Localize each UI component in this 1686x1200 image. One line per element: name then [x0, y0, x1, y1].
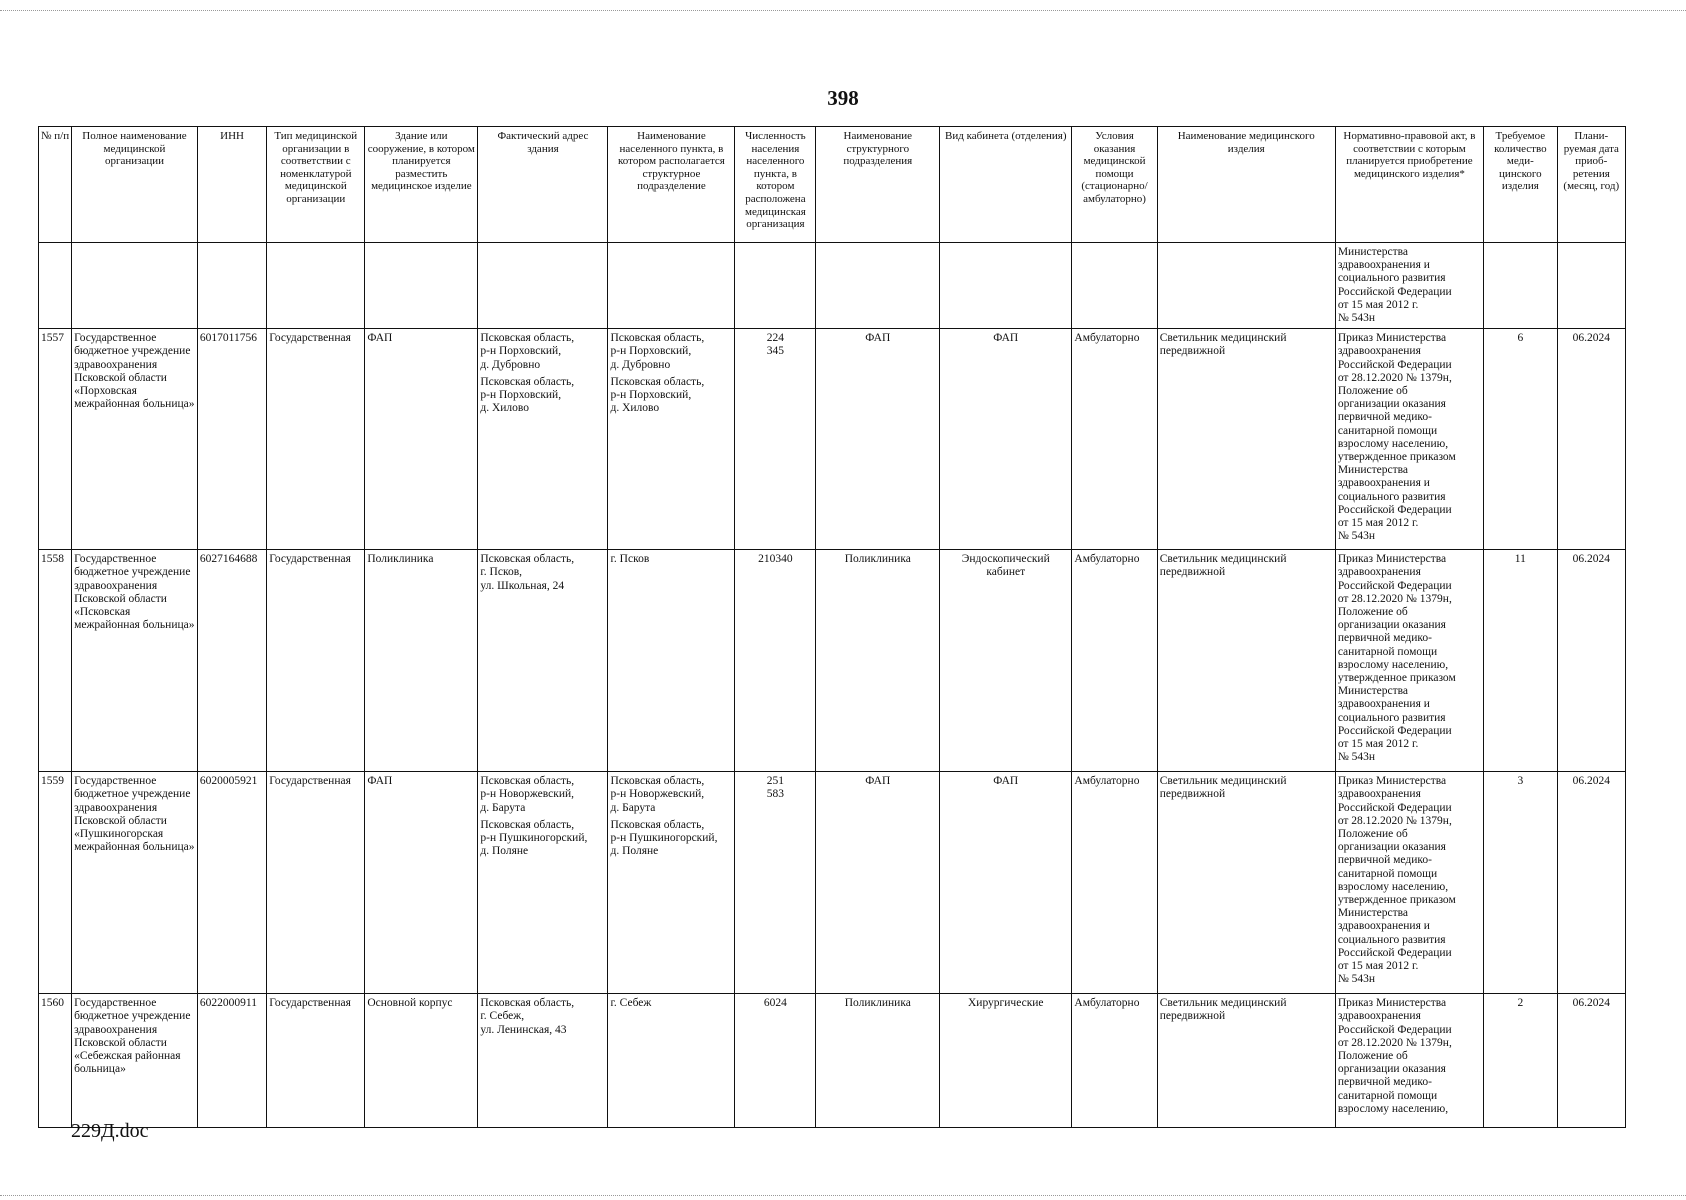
header-cell: Тип медицинской организации в соответствии с номенклатурой медицинской организации	[267, 127, 365, 243]
device-cell: Светильник медицинский передвижной	[1157, 772, 1335, 994]
address-cell	[478, 994, 608, 1128]
date-cell: 06.2024	[1557, 329, 1625, 550]
header-cell: Фактический адрес здания	[478, 127, 608, 243]
address-line: Псковская область, р-н Порховский, д. Хилово	[480, 375, 575, 415]
organization-cell: Государственное бюджетное учреждение здравоохранения Псковской области «Себежская районная больница»	[72, 994, 198, 1128]
org-type-cell: Государственная	[267, 772, 365, 994]
building-cell: Основной корпус	[365, 994, 478, 1128]
header-cell: Наименование медицинского изделия	[1157, 127, 1335, 243]
inn-cell: 6020005921	[197, 772, 266, 994]
empty-cell	[365, 243, 478, 329]
locality-line: г. Псков	[610, 553, 650, 566]
empty-cell	[1484, 243, 1558, 329]
population-cell	[735, 550, 816, 772]
building-cell: Поликлиника	[365, 550, 478, 772]
inn-cell: 6027164688	[197, 550, 266, 772]
cabinet-cell: ФАП	[940, 329, 1072, 550]
locality-line: Псковская область, р-н Новоржевский, д. Барута	[610, 775, 705, 814]
address-line: Псковская область, р-н Пушкиногорский, д. Поляне	[480, 818, 588, 858]
empty-cell	[1072, 243, 1157, 329]
device-cell: Светильник медицинский передвижной	[1157, 329, 1335, 550]
empty-cell	[816, 243, 940, 329]
table-row	[39, 772, 1626, 994]
legal-act-cell: Приказ Министерства здравоохранения Российской Федерации от 28.12.2020 № 1379н, Положение об организации оказания первичной медико- санитарной помощи взрослому населению, утвержденное приказом Министерства здравоохранения и социального развития Российской Федерации от 15 мая 2012 г. № 543н	[1335, 329, 1483, 550]
conditions-cell: Амбулаторно	[1072, 772, 1157, 994]
header-cell: Плани-руемая дата приоб-ретения (месяц, год)	[1557, 127, 1625, 243]
date-cell: 06.2024	[1557, 550, 1625, 772]
building-cell: ФАП	[365, 329, 478, 550]
row-number-cell: 1558	[39, 550, 72, 772]
empty-cell	[608, 243, 735, 329]
header-cell: Нормативно-правовой акт, в соответствии с которым планируется приобретение медицинского изделия*	[1335, 127, 1483, 243]
quantity-cell: 3	[1484, 772, 1558, 994]
address-cell	[478, 329, 608, 550]
population-value: 583	[766, 788, 785, 801]
address-line: Псковская область, г. Себеж, ул. Ленинская, 43	[480, 997, 575, 1036]
row-number-cell: 1559	[39, 772, 72, 994]
locality-line: Псковская область, р-н Порховский, д. Хилово	[610, 375, 705, 415]
population-value: 251	[766, 775, 785, 788]
device-cell: Светильник медицинский передвижной	[1157, 994, 1335, 1128]
cabinet-cell: Эндоскопический кабинет	[940, 550, 1072, 772]
conditions-cell: Амбулаторно	[1072, 329, 1157, 550]
legal-act-cell: Приказ Министерства здравоохранения Российской Федерации от 28.12.2020 № 1379н, Положение об организации оказания первичной медико- санитарной помощи взрослому населению,	[1335, 994, 1483, 1128]
unit-cell: Поликлиника	[816, 994, 940, 1128]
inn-cell: 6022000911	[197, 994, 266, 1128]
footer-filename: 229Д.doc	[71, 1120, 149, 1142]
header-cell: Наименование населенного пункта, в котором располагается структурное подразделение	[608, 127, 735, 243]
cabinet-cell: Хирургические	[940, 994, 1072, 1128]
locality-cell	[608, 550, 735, 772]
header-cell: Наименование структурного подразделения	[816, 127, 940, 243]
population-cell	[735, 329, 816, 550]
header-cell: Требуемое количество меди-цинского изделия	[1484, 127, 1558, 243]
equipment-table	[38, 126, 1626, 1128]
conditions-cell: Амбулаторно	[1072, 994, 1157, 1128]
date-cell: 06.2024	[1557, 772, 1625, 994]
locality-cell	[608, 329, 735, 550]
quantity-cell: 11	[1484, 550, 1558, 772]
scan-edge-top	[0, 10, 1686, 11]
empty-cell	[197, 243, 266, 329]
header-cell: Условия оказания медицинской помощи (стационарно/ амбулаторно)	[1072, 127, 1157, 243]
continuation-row	[39, 243, 1626, 329]
empty-cell	[39, 243, 72, 329]
table-row	[39, 994, 1626, 1128]
device-cell: Светильник медицинский передвижной	[1157, 550, 1335, 772]
legal-act-cell: Приказ Министерства здравоохранения Российской Федерации от 28.12.2020 № 1379н, Положение об организации оказания первичной медико- санитарной помощи взрослому населению, утвержденное приказом Министерства здравоохранения и социального развития Российской Федерации от 15 мая 2012 г. № 543н	[1335, 772, 1483, 994]
address-line: Псковская область, р-н Порховский, д. Дубровно	[480, 332, 575, 371]
empty-cell	[1157, 243, 1335, 329]
population-value: 210340	[758, 553, 793, 566]
scan-edge-bottom	[0, 1195, 1686, 1196]
locality-line: Псковская область, р-н Пушкиногорский, д. Поляне	[610, 818, 718, 858]
address-cell	[478, 550, 608, 772]
address-line: Псковская область, г. Псков, ул. Школьная, 24	[480, 553, 575, 592]
legal-act-cell: Приказ Министерства здравоохранения Российской Федерации от 28.12.2020 № 1379н, Положение об организации оказания первичной медико- санитарной помощи взрослому населению, утвержденное приказом Министерства здравоохранения и социального развития Российской Федерации от 15 мая 2012 г. № 543н	[1335, 550, 1483, 772]
unit-cell: ФАП	[816, 772, 940, 994]
address-cell	[478, 772, 608, 994]
table-row	[39, 329, 1626, 550]
cabinet-cell: ФАП	[940, 772, 1072, 994]
quantity-cell: 2	[1484, 994, 1558, 1128]
empty-cell	[267, 243, 365, 329]
empty-cell	[72, 243, 198, 329]
population-value: 224	[766, 332, 785, 345]
row-number-cell: 1560	[39, 994, 72, 1128]
building-cell: ФАП	[365, 772, 478, 994]
table-header-row	[39, 127, 1626, 243]
row-number-cell: 1557	[39, 329, 72, 550]
population-cell	[735, 772, 816, 994]
header-cell: Здание или сооружение, в котором планируется разместить медицинское изделие	[365, 127, 478, 243]
locality-line: Псковская область, р-н Порховский, д. Дубровно	[610, 332, 705, 371]
header-cell: № п/п	[39, 127, 72, 243]
quantity-cell: 6	[1484, 329, 1558, 550]
empty-cell	[478, 243, 608, 329]
population-value: 345	[766, 345, 785, 358]
page-number: 398	[827, 86, 859, 110]
locality-cell	[608, 772, 735, 994]
address-line: Псковская область, р-н Новоржевский, д. Барута	[480, 775, 575, 814]
empty-cell	[940, 243, 1072, 329]
org-type-cell: Государственная	[267, 550, 365, 772]
unit-cell: ФАП	[816, 329, 940, 550]
locality-cell	[608, 994, 735, 1128]
conditions-cell: Амбулаторно	[1072, 550, 1157, 772]
header-cell: Полное наименование медицинской организации	[72, 127, 198, 243]
population-value: 6024	[763, 997, 787, 1010]
header-cell: Численность населения населенного пункта, в котором расположена медицинская организация	[735, 127, 816, 243]
org-type-cell: Государственная	[267, 329, 365, 550]
population-cell	[735, 994, 816, 1128]
table-row	[39, 550, 1626, 772]
org-type-cell: Государственная	[267, 994, 365, 1128]
continuation-act-cell: Министерства здравоохранения и социального развития Российской Федерации от 15 мая 2012 г. № 543н	[1335, 243, 1483, 329]
empty-cell	[1557, 243, 1625, 329]
empty-cell	[735, 243, 816, 329]
organization-cell: Государственное бюджетное учреждение здравоохранения Псковской области «Пушкиногорская межрайонная больница»	[72, 772, 198, 994]
unit-cell: Поликлиника	[816, 550, 940, 772]
organization-cell: Государственное бюджетное учреждение здравоохранения Псковской области «Псковская межрайонная больница»	[72, 550, 198, 772]
locality-line: г. Себеж	[610, 997, 652, 1010]
date-cell: 06.2024	[1557, 994, 1625, 1128]
header-cell: ИНН	[197, 127, 266, 243]
header-cell: Вид кабинета (отделения)	[940, 127, 1072, 243]
organization-cell: Государственное бюджетное учреждение здравоохранения Псковской области «Порховская межрайонная больница»	[72, 329, 198, 550]
inn-cell: 6017011756	[197, 329, 266, 550]
